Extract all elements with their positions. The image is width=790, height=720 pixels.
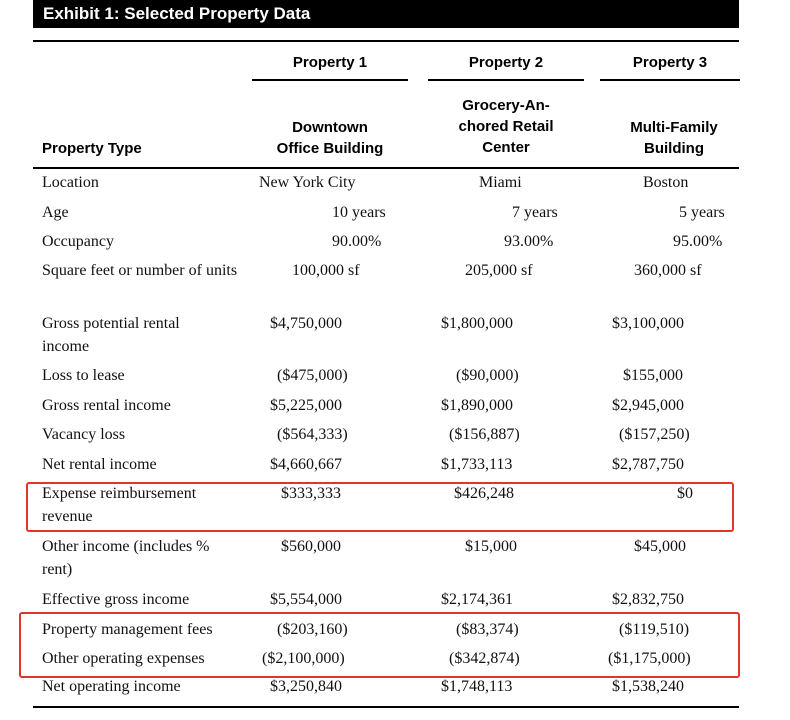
cell-nri-p3: $2,787,750 <box>612 456 684 473</box>
cell-noi-p1: $3,250,840 <box>270 678 342 695</box>
cell-noi-p2: $1,748,113 <box>441 678 513 695</box>
header-type-3-line-2: Building <box>644 140 704 157</box>
row-label-square-feet: Square feet or number of units <box>42 262 238 279</box>
cell-loss-to-lease-p1: ($475,000) <box>277 367 348 384</box>
bottom-rule <box>33 706 739 708</box>
cell-loss-to-lease-p2: ($90,000) <box>456 367 519 384</box>
cell-err-p2: $426,248 <box>454 485 514 502</box>
row-label-loss-to-lease: Loss to lease <box>42 367 125 384</box>
cell-gri-p1: $5,225,000 <box>270 397 342 414</box>
header-type-3 <box>600 117 748 159</box>
cell-gpri-p2: $1,800,000 <box>441 315 513 332</box>
header-rule-3 <box>600 79 740 81</box>
header-type-1 <box>252 117 408 159</box>
row-label-net-operating-income: Net operating income <box>42 678 181 695</box>
cell-vacancy-p2: ($156,887) <box>449 426 520 443</box>
row-label-age: Age <box>42 204 69 221</box>
cell-egi-p1: $5,554,000 <box>270 591 342 608</box>
header-type-1-line-2: Office Building <box>276 140 384 157</box>
row-label-effective-gross-income: Effective gross income <box>42 591 190 608</box>
cell-square-feet-p2: 205,000 sf <box>465 262 533 279</box>
cell-location-p3: Boston <box>643 174 689 191</box>
row-label-expense-reimbursement-revenue: Expense reimbursement revenue <box>42 485 197 525</box>
highlight-box-expense-reimbursement <box>26 482 734 532</box>
cell-err-p1: $333,333 <box>281 485 341 502</box>
header-type-2-line-1: Grocery-An- <box>462 97 550 114</box>
header-property-2: Property 2 <box>468 54 544 71</box>
highlight-box-operating-expenses <box>19 612 740 678</box>
cell-pmf-p3: ($119,510) <box>619 621 690 638</box>
cell-occupancy-p2: 93.00% <box>504 233 554 250</box>
header-type-3-line-1: Multi-Family <box>630 119 718 136</box>
cell-gri-p3: $2,945,000 <box>612 397 684 414</box>
cell-occupancy-p1: 90.00% <box>332 233 382 250</box>
cell-egi-p2: $2,174,361 <box>441 591 513 608</box>
cell-nri-p1: $4,660,667 <box>270 456 342 473</box>
row-label-net-rental-income: Net rental income <box>42 456 157 473</box>
row-label-property-management-fees: Property management fees <box>42 621 213 638</box>
row-label-other-income: Other income (includes % rent) <box>42 538 210 578</box>
cell-location-p2: Miami <box>479 174 522 191</box>
exhibit-title: Exhibit 1: Selected Property Data <box>33 0 739 28</box>
header-property-3: Property 3 <box>632 54 708 71</box>
cell-err-p3: $0 <box>677 485 693 502</box>
header-type-2-line-3: Center <box>482 139 530 156</box>
cell-age-p3: 5 years <box>679 204 725 221</box>
row-label-occupancy: Occupancy <box>42 233 114 250</box>
cell-location-p1: New York City <box>259 174 356 191</box>
header-type-2-line-2: chored Retail <box>458 118 554 135</box>
row-label-gross-potential-rental-income: Gross potential rental income <box>42 315 180 355</box>
cell-noi-p3: $1,538,240 <box>612 678 684 695</box>
header-property-1: Property 1 <box>292 54 368 71</box>
cell-nri-p2: $1,733,113 <box>441 456 513 473</box>
cell-other-income-p1: $560,000 <box>281 538 341 555</box>
header-type-1-line-1: Downtown <box>292 119 368 136</box>
cell-age-p2: 7 years <box>512 204 558 221</box>
cell-age-p1: 10 years <box>332 204 386 221</box>
cell-vacancy-p3: ($157,250) <box>619 426 690 443</box>
cell-loss-to-lease-p3: $155,000 <box>623 367 683 384</box>
header-property-type: Property Type <box>42 140 142 157</box>
cell-other-income-p2: $15,000 <box>465 538 517 555</box>
cell-gri-p2: $1,890,000 <box>441 397 513 414</box>
cell-ooe-p3: ($1,175,000) <box>608 650 691 667</box>
row-label-gross-rental-income: Gross rental income <box>42 397 171 414</box>
header-rule-2 <box>428 79 584 81</box>
cell-square-feet-p3: 360,000 sf <box>634 262 702 279</box>
cell-vacancy-p1: ($564,333) <box>277 426 348 443</box>
row-label-location: Location <box>42 174 99 191</box>
cell-occupancy-p3: 95.00% <box>673 233 723 250</box>
top-rule <box>33 40 739 42</box>
cell-pmf-p2: ($83,374) <box>456 621 519 638</box>
row-label-other-operating-expenses: Other operating expenses <box>42 650 205 667</box>
header-bottom-rule <box>33 167 739 169</box>
cell-other-income-p3: $45,000 <box>634 538 686 555</box>
cell-gpri-p3: $3,100,000 <box>612 315 684 332</box>
cell-ooe-p1: ($2,100,000) <box>262 650 345 667</box>
row-label-vacancy-loss: Vacancy loss <box>42 426 126 443</box>
cell-ooe-p2: ($342,874) <box>449 650 520 667</box>
cell-pmf-p1: ($203,160) <box>277 621 348 638</box>
cell-gpri-p1: $4,750,000 <box>270 315 342 332</box>
cell-egi-p3: $2,832,750 <box>612 591 684 608</box>
cell-square-feet-p1: 100,000 sf <box>292 262 360 279</box>
header-type-2 <box>428 95 584 158</box>
header-rule-1 <box>252 79 408 81</box>
